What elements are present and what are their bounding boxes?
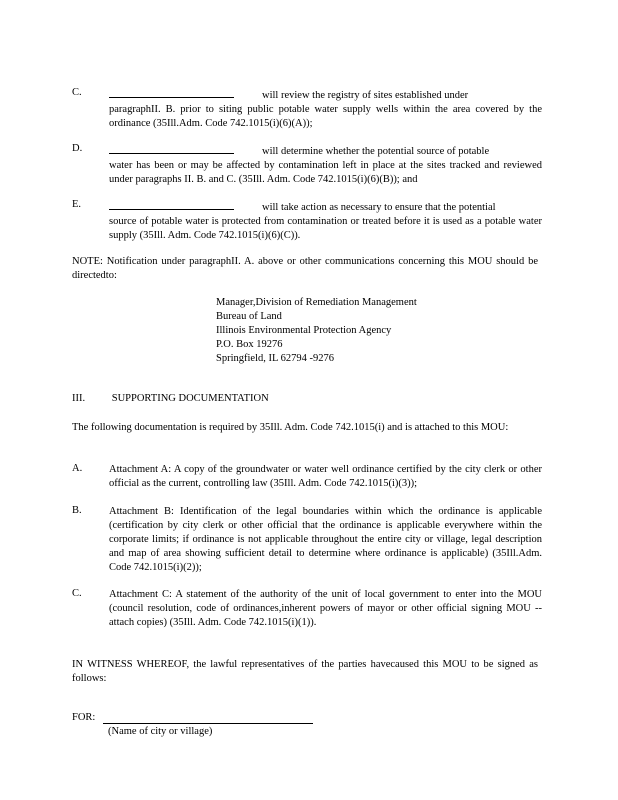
- item-rest-text: water has been or may be affected by contamination left in place at the sites tracked and reviewed under paragraphs II. B. and C. (35Ill. Adm. Code 742.1015(i)(6)(B)); and: [109, 160, 542, 185]
- address-block: [216, 296, 417, 366]
- address-line: P.O. Box 19276: [216, 339, 283, 350]
- blank-line: [109, 199, 234, 210]
- item-lead-text: will review the registry of sites established under: [262, 90, 469, 101]
- attachment-letter: C.: [72, 588, 82, 599]
- attachment-letter: A.: [72, 463, 83, 474]
- witness-paragraph: IN WITNESS WHEREOF, the lawful representatives of the parties havecaused this MOU to be signed as follows:: [72, 659, 538, 684]
- attachment-text: Attachment B: Identification of the legal boundaries within which the ordinance is applicable (certification by city clerk or other official that the ordinance is applicable everywhere within the corporate limits; if ordinance is not applicable throughout the entire city or village, legal description and map of area showing sufficient detail to determine where ordinance is applicable) (35Ill.Adm. Code 742.1015(i)(2));: [109, 506, 542, 573]
- blank-line: [109, 87, 234, 98]
- blank-line: [109, 143, 234, 154]
- address-line: Springfield, IL 62794 -9276: [216, 353, 335, 364]
- section-title: SUPPORTING DOCUMENTATION: [111, 393, 269, 404]
- attachment-text: Attachment C: A statement of the authority of the unit of local government to enter into the MOU (council resolution, code of ordinances,inherent powers of mayor or other official signing MOU --attach copies) (35Ill. Adm. Code 742.1015(i)(1)).: [109, 589, 542, 628]
- intro-paragraph: The following documentation is required by 35Ill. Adm. Code 742.1015(i) and is attached to this MOU:: [72, 422, 509, 433]
- item-letter: D.: [72, 143, 83, 154]
- address-line: Illinois Environmental Protection Agency: [216, 325, 392, 336]
- attachment-text: Attachment A: A copy of the groundwater or water well ordinance certified by the city clerk or other official as the current, controlling law (35Ill. Adm. Code 742.1015(i)(3));: [109, 464, 542, 489]
- item-lead-text: will take action as necessary to ensure that the potential: [262, 202, 496, 213]
- address-line: Bureau of Land: [216, 311, 282, 322]
- item-letter: C.: [72, 87, 82, 98]
- signature-line: [103, 723, 313, 724]
- signature-caption: (Name of city or village): [108, 726, 213, 737]
- note-paragraph: NOTE: Notification under paragraphII. A. above or other communications concerning this MOU should be directedto:: [72, 256, 538, 281]
- item-rest-text: paragraphII. B. prior to siting public potable water supply wells within the area covered by the ordinance (35Ill.Adm. Code 742.1015(i)(6)(A));: [109, 104, 542, 129]
- address-line: Manager,Division of Remediation Management: [216, 297, 417, 308]
- item-rest-text: source of potable water is protected from contamination or treated before it is used as a potable water supply (35Ill. Adm. Code 742.1015(i)(6)(C)).: [109, 216, 542, 241]
- section-number: III.: [72, 393, 86, 404]
- for-label: FOR:: [72, 712, 96, 723]
- item-letter: E.: [72, 199, 82, 210]
- item-lead-text: will determine whether the potential source of potable: [262, 146, 490, 157]
- attachment-letter: B.: [72, 505, 82, 516]
- section-heading: [72, 393, 269, 404]
